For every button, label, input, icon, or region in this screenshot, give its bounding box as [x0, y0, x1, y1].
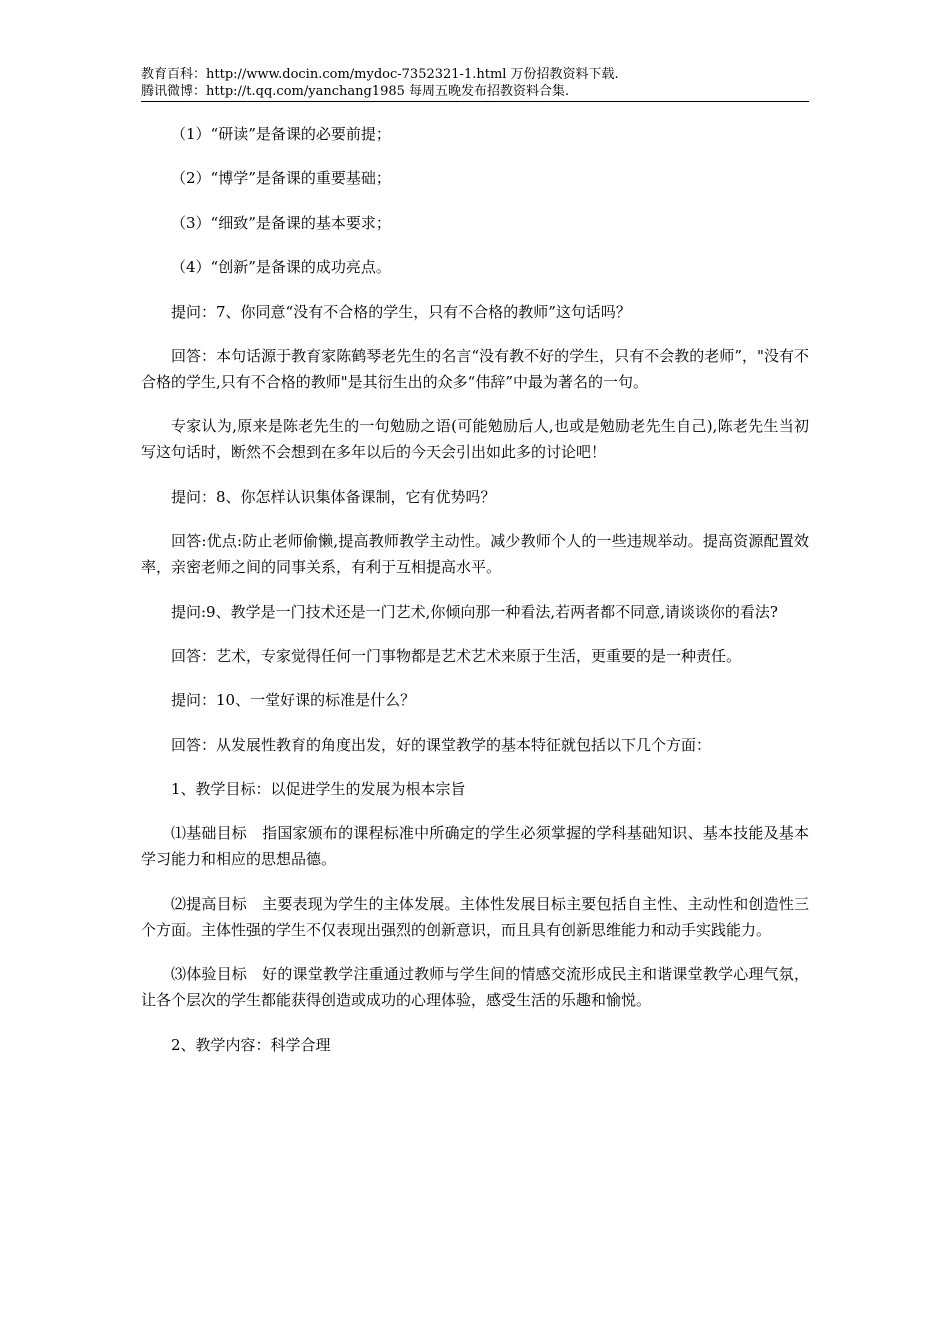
answer-7: 回答：本句话源于教育家陈鹤琴老先生的名言“没有教不好的学生，只有不会教的老师”，"没有不合格的学生,只有不合格的教师"是其衍生出的众多“伟辞”中最为著名的一句。 [141, 346, 809, 391]
paragraph: ⑶体验目标 好的课堂教学注重通过教师与学生间的情感交流形成民主和谐课堂教学心理气氛，让各个层次的学生都能获得创造或成功的心理体验，感受生活的乐趣和愉悦。 [141, 965, 809, 1010]
paragraph: （3）“细致”是备课的基本要求； [171, 213, 391, 232]
header-line-docin: 教育百科：http://www.docin.com/mydoc-7352321-1.html 万份招教资料下载. [141, 67, 619, 82]
page-header [141, 66, 809, 102]
paragraph: ⑴基础目标 指国家颁布的课程标准中所确定的学生必须掌握的学科基础知识、基本技能及基本学习能力和相应的思想品德。 [141, 824, 809, 869]
paragraph: （2）“博学”是备课的重要基础； [171, 169, 391, 188]
section-heading: 1、教学目标：以促进学生的发展为根本宗旨 [171, 780, 466, 799]
question-8: 提问：8、你怎样认识集体备课制，它有优势吗？ [171, 487, 496, 506]
paragraph: （1）“研读”是备课的必要前提； [171, 125, 391, 143]
paragraph: （4）“创新”是备课的成功亮点。 [171, 258, 391, 277]
paragraph: 专家认为,原来是陈老先生的一句勉励之语(可能勉励后人,也或是勉励老先生自己),陈老先生当初写这句话时，断然不会想到在多年以后的今天会引出如此多的讨论吧！ [141, 417, 809, 462]
document-body [141, 121, 809, 1076]
paragraph: ⑵提高目标 主要表现为学生的主体发展。主体性发展目标主要包括自主性、主动性和创造性三个方面。主体性强的学生不仅表现出强烈的创新意识，而且具有创新思维能力和动手实践能力。 [141, 894, 809, 939]
header-line-weibo: 腾讯微博：http://t.qq.com/yanchang1985 每周五晚发布招教资料合集. [141, 84, 570, 99]
question-7: 提问：7、你同意“没有不合格的学生，只有不合格的教师”这句话吗？ [171, 302, 631, 321]
answer-8: 回答:优点:防止老师偷懒,提高教师教学主动性。减少教师个人的一些违规举动。提高资源配置效率，亲密老师之间的同事关系，有利于互相提高水平。 [141, 532, 809, 577]
section-heading: 2、教学内容：科学合理 [171, 1035, 331, 1054]
answer-9: 回答：艺术，专家觉得任何一门事物都是艺术艺术来原于生活，更重要的是一种责任。 [171, 646, 742, 665]
question-10: 提问：10、一堂好课的标准是什么？ [171, 691, 416, 710]
question-9: 提问:9、教学是一门技术还是一门艺术,你倾向那一种看法,若两者都不同意,请谈谈你的看法? [171, 602, 778, 621]
answer-10: 回答：从发展性教育的角度出发，好的课堂教学的基本特征就包括以下几个方面： [171, 735, 712, 754]
